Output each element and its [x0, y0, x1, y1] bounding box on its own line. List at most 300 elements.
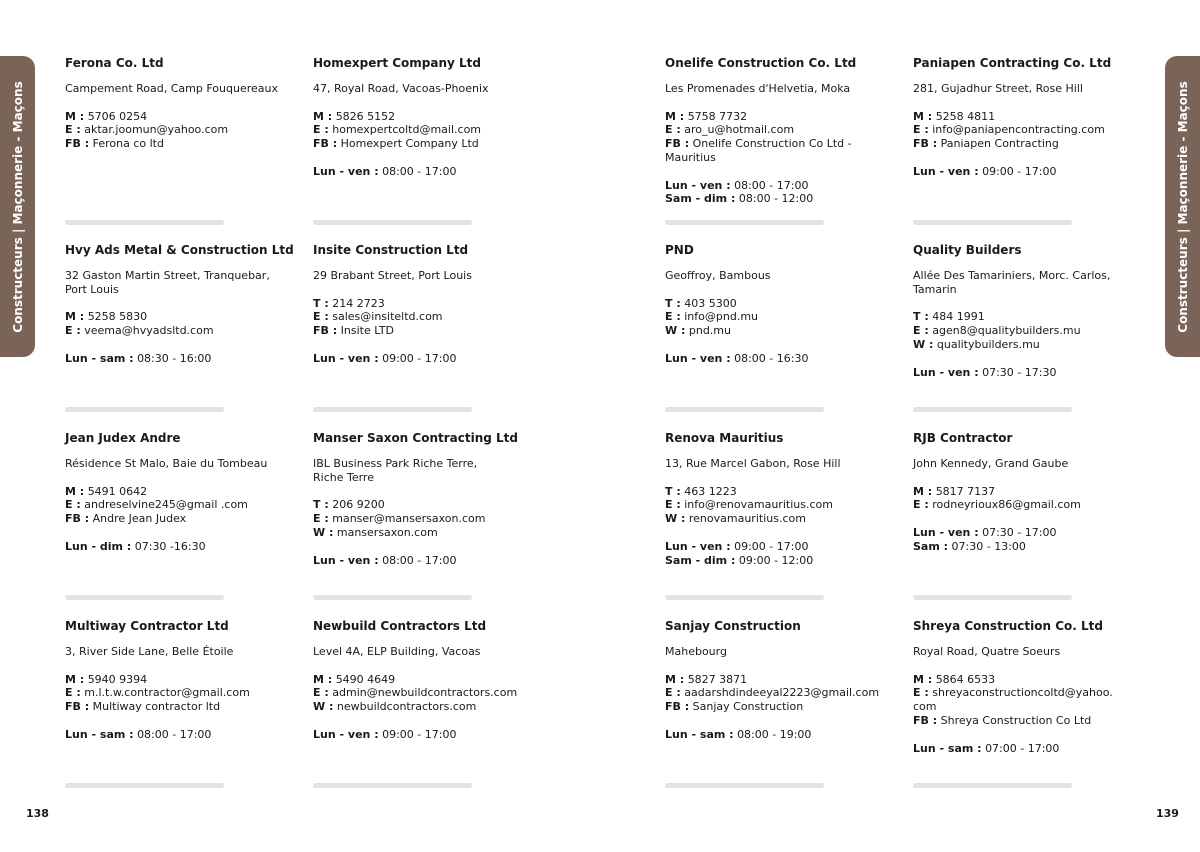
contact-label: M : [65, 310, 85, 324]
business-address [665, 269, 895, 283]
contact-line [313, 512, 543, 526]
business-name: Homexpert Company Ltd [313, 56, 481, 70]
hours-line [913, 742, 1143, 756]
contact-value: 5817 7137 [935, 484, 996, 498]
hours-label: Lun - sam : [65, 727, 134, 741]
address-line: Allée Des Tamariniers, Morc. Carlos, [913, 269, 1111, 282]
contact-line [65, 310, 295, 324]
entry-divider [665, 595, 824, 600]
business-listing [913, 243, 1143, 379]
contact-value: info@renovamauritius.com [684, 498, 833, 512]
contact-line [65, 123, 295, 137]
hours-value: 08:00 - 17:00 [137, 727, 212, 741]
opening-hours [65, 728, 295, 742]
business-listing [313, 243, 543, 366]
contact-details [913, 673, 1143, 728]
contact-label: M : [665, 672, 685, 686]
business-name: Shreya Construction Co. Ltd [913, 619, 1103, 633]
contact-value: Multiway contractor ltd [92, 700, 221, 714]
contact-value: pnd.mu [688, 324, 731, 338]
business-listing [665, 56, 895, 206]
contact-line [665, 137, 895, 151]
contact-line [313, 297, 543, 311]
contact-line [913, 673, 1143, 687]
entry-divider [913, 220, 1072, 225]
opening-hours [65, 540, 295, 554]
contact-line [65, 700, 295, 714]
business-listing [665, 619, 895, 742]
contact-label: W : [913, 337, 934, 351]
contact-line [913, 686, 1143, 700]
contact-label: E : [313, 310, 329, 324]
contact-label: E : [65, 498, 81, 512]
contact-label: FB : [65, 512, 90, 526]
hours-label: Lun - dim : [65, 539, 132, 553]
business-address [313, 645, 543, 659]
business-listing [313, 56, 543, 179]
contact-value: 5758 7732 [687, 109, 748, 123]
contact-line [65, 673, 295, 687]
address-line: Riche Terre [313, 470, 374, 484]
contact-line [665, 512, 895, 526]
contact-label: E : [913, 324, 929, 338]
contact-value: Andre Jean Judex [92, 512, 187, 526]
contact-value: qualitybuilders.mu [936, 337, 1040, 351]
contact-details [313, 297, 543, 338]
page-number-left: 138 [26, 807, 49, 820]
hours-label: Lun - ven : [313, 351, 379, 365]
side-tab-label: Constructeurs | Maçonnerie - Maçons [1175, 80, 1190, 333]
business-listing [913, 431, 1143, 554]
contact-details [65, 485, 295, 526]
entry-divider [65, 595, 224, 600]
contact-label: E : [665, 310, 681, 324]
contact-details [913, 485, 1143, 513]
business-name: Manser Saxon Contracting Ltd [313, 431, 518, 445]
contact-value: com [913, 700, 937, 714]
business-listing [65, 56, 295, 165]
contact-line [313, 700, 543, 714]
contact-line [665, 700, 895, 714]
hours-value: 09:00 - 17:00 [382, 351, 457, 365]
hours-value: 09:00 - 17:00 [734, 539, 809, 553]
contact-line [65, 498, 295, 512]
hours-line [913, 526, 1143, 540]
contact-line [665, 310, 895, 324]
contact-value: andreselvine245@gmail .com [84, 498, 248, 512]
contact-line [665, 686, 895, 700]
contact-label: FB : [913, 713, 938, 727]
contact-value: m.l.t.w.contractor@gmail.com [84, 686, 250, 700]
opening-hours [313, 728, 543, 742]
hours-value: 09:00 - 12:00 [738, 553, 814, 567]
contact-label: E : [913, 686, 929, 700]
hours-line [913, 366, 1143, 380]
contact-value: 5827 3871 [687, 672, 748, 686]
hours-label: Lun - sam : [665, 727, 734, 741]
contact-label: FB : [313, 137, 338, 151]
hours-line [665, 352, 895, 366]
contact-label: M : [65, 484, 85, 498]
business-listing [665, 243, 895, 366]
hours-label: Lun - ven : [665, 351, 731, 365]
business-name: Sanjay Construction [665, 619, 801, 633]
entry-divider [665, 220, 824, 225]
contact-line [913, 714, 1143, 728]
contact-line [65, 137, 295, 151]
contact-line [665, 123, 895, 137]
address-line: 47, Royal Road, Vacoas-Phoenix [313, 82, 489, 95]
contact-line [313, 123, 543, 137]
contact-line [313, 310, 543, 324]
contact-label: E : [65, 123, 81, 137]
contact-line [65, 110, 295, 124]
opening-hours [913, 526, 1143, 554]
contact-value: 214 2723 [332, 296, 385, 310]
contact-line [665, 110, 895, 124]
address-line: 32 Gaston Martin Street, Tranquebar, [65, 269, 270, 282]
entry-divider [313, 595, 472, 600]
hours-label: Sam : [913, 539, 949, 553]
entry-divider [65, 783, 224, 788]
contact-details [913, 310, 1143, 351]
address-line: Port Louis [65, 282, 119, 296]
hours-value: 08:30 - 16:00 [137, 351, 212, 365]
hours-line [313, 554, 543, 568]
contact-line [665, 485, 895, 499]
contact-label: FB : [65, 700, 90, 714]
contact-value: 484 1991 [932, 310, 985, 324]
hours-value: 08:00 - 17:00 [382, 553, 457, 567]
contact-label: FB : [665, 137, 690, 151]
contact-label: E : [313, 512, 329, 526]
contact-value: 5940 9394 [87, 672, 148, 686]
contact-label: E : [913, 123, 929, 137]
opening-hours [65, 352, 295, 366]
contact-details [313, 673, 543, 714]
contact-label: E : [665, 498, 681, 512]
hours-label: Lun - ven : [913, 164, 979, 178]
contact-line [313, 110, 543, 124]
opening-hours [913, 742, 1143, 756]
contact-value: admin@newbuildcontractors.com [332, 686, 518, 700]
business-address [313, 82, 543, 96]
address-line: Campement Road, Camp Fouquereaux [65, 82, 278, 95]
contact-label: T : [665, 484, 681, 498]
contact-details [65, 310, 295, 338]
contact-label: M : [913, 484, 933, 498]
business-name: Newbuild Contractors Ltd [313, 619, 487, 633]
page-number-right: 139 [1156, 807, 1179, 820]
contact-value: sales@insiteltd.com [332, 310, 443, 324]
contact-value: 5258 5830 [87, 310, 148, 324]
contact-line [913, 310, 1143, 324]
business-address [913, 269, 1143, 297]
address-line: John Kennedy, Grand Gaube [913, 457, 1069, 470]
address-line: 3, River Side Lane, Belle Étoile [65, 645, 234, 658]
business-name: Ferona Co. Ltd [65, 56, 164, 70]
contact-line [665, 324, 895, 338]
entry-divider [65, 407, 224, 412]
contact-line [913, 137, 1143, 151]
business-address [313, 457, 543, 485]
contact-value: manser@mansersaxon.com [332, 512, 486, 526]
contact-value: info@pnd.mu [684, 310, 759, 324]
address-line: Royal Road, Quatre Soeurs [913, 645, 1061, 658]
contact-label: W : [665, 324, 686, 338]
entry-divider [913, 783, 1072, 788]
hours-line [65, 352, 295, 366]
address-line: Mahebourg [665, 645, 727, 658]
contact-value: Insite LTD [340, 324, 395, 338]
contact-label: T : [913, 310, 929, 324]
opening-hours [913, 165, 1143, 179]
contact-value: 5490 4649 [335, 672, 396, 686]
contact-line [65, 686, 295, 700]
entry-divider [913, 407, 1072, 412]
address-line: Tamarin [913, 282, 957, 296]
contact-value: Mauritius [665, 150, 716, 164]
hours-label: Lun - ven : [665, 178, 731, 192]
side-tab-right [1165, 56, 1200, 357]
hours-line [313, 352, 543, 366]
hours-value: 07:30 - 13:00 [951, 539, 1026, 553]
hours-line [665, 179, 895, 193]
business-name: Onelife Construction Co. Ltd [665, 56, 857, 70]
contact-label: E : [313, 686, 329, 700]
contact-label: M : [313, 672, 333, 686]
business-name: PND [665, 243, 694, 257]
contact-line [65, 324, 295, 338]
contact-label: FB : [65, 137, 90, 151]
hours-line [665, 192, 895, 206]
hours-line [913, 165, 1143, 179]
opening-hours [313, 554, 543, 568]
contact-line [665, 297, 895, 311]
contact-value: 5864 6533 [935, 672, 996, 686]
opening-hours [665, 540, 895, 568]
contact-value: Paniapen Contracting [940, 137, 1059, 151]
contact-details [313, 110, 543, 151]
contact-value: 5826 5152 [335, 109, 396, 123]
contact-line [913, 485, 1143, 499]
contact-label: FB : [313, 324, 338, 338]
entry-divider [313, 783, 472, 788]
contact-value: 206 9200 [332, 498, 385, 512]
contact-label: E : [65, 324, 81, 338]
contact-label: T : [665, 296, 681, 310]
contact-line [913, 324, 1143, 338]
contact-line [313, 498, 543, 512]
hours-value: 08:00 - 17:00 [734, 178, 809, 192]
hours-value: 08:00 - 12:00 [738, 192, 814, 206]
contact-details [665, 297, 895, 338]
contact-line [665, 151, 895, 165]
hours-value: 07:30 - 17:00 [982, 525, 1057, 539]
contact-value: renovamauritius.com [688, 512, 806, 526]
opening-hours [913, 366, 1143, 380]
hours-line [913, 540, 1143, 554]
contact-line [913, 110, 1143, 124]
business-listing [665, 431, 895, 567]
contact-line [313, 137, 543, 151]
contact-line [913, 123, 1143, 137]
contact-details [65, 673, 295, 714]
business-listing [65, 619, 295, 742]
business-address [665, 457, 895, 471]
hours-label: Lun - ven : [313, 727, 379, 741]
opening-hours [665, 728, 895, 742]
contact-value: 5258 4811 [935, 109, 996, 123]
hours-value: 09:00 - 17:00 [982, 164, 1057, 178]
contact-label: M : [65, 672, 85, 686]
contact-label: E : [313, 123, 329, 137]
hours-value: 08:00 - 17:00 [382, 164, 457, 178]
contact-details [913, 110, 1143, 151]
contact-line [313, 526, 543, 540]
contact-line [913, 498, 1143, 512]
contact-label: M : [913, 672, 933, 686]
business-address [65, 645, 295, 659]
contact-value: Homexpert Company Ltd [340, 137, 479, 151]
opening-hours [313, 165, 543, 179]
contact-line [65, 512, 295, 526]
business-listing [313, 619, 543, 742]
hours-value: 07:30 - 17:30 [982, 365, 1057, 379]
hours-label: Lun - ven : [665, 539, 731, 553]
address-line: Geoffroy, Bambous [665, 269, 771, 282]
contact-line [665, 673, 895, 687]
business-listing [65, 243, 295, 366]
address-line: 13, Rue Marcel Gabon, Rose Hill [665, 457, 841, 470]
hours-label: Lun - ven : [913, 365, 979, 379]
entry-divider [313, 407, 472, 412]
contact-value: aadarshdindeeyal2223@gmail.com [684, 686, 880, 700]
contact-value: 5491 0642 [87, 484, 148, 498]
opening-hours [313, 352, 543, 366]
hours-label: Lun - ven : [913, 525, 979, 539]
contact-label: E : [665, 686, 681, 700]
business-listing [913, 619, 1143, 755]
entry-divider [913, 595, 1072, 600]
hours-line [665, 728, 895, 742]
contact-value: newbuildcontractors.com [336, 700, 477, 714]
contact-label: W : [313, 525, 334, 539]
contact-label: FB : [665, 700, 690, 714]
contact-line [913, 338, 1143, 352]
entry-divider [65, 220, 224, 225]
contact-label: E : [665, 123, 681, 137]
contact-value: veema@hvyadsltd.com [84, 324, 214, 338]
contact-value: 463 1223 [684, 484, 737, 498]
contact-line [313, 686, 543, 700]
entry-divider [313, 220, 472, 225]
business-listing [913, 56, 1143, 179]
contact-value: 403 5300 [684, 296, 737, 310]
business-name: Jean Judex Andre [65, 431, 181, 445]
address-line: 281, Gujadhur Street, Rose Hill [913, 82, 1083, 95]
contact-line [65, 485, 295, 499]
contact-value: homexpertcoltd@mail.com [332, 123, 482, 137]
contact-label: T : [313, 498, 329, 512]
hours-line [665, 540, 895, 554]
address-line: IBL Business Park Riche Terre, [313, 457, 478, 470]
opening-hours [665, 179, 895, 207]
contact-value: agen8@qualitybuilders.mu [932, 324, 1081, 338]
business-address [65, 269, 295, 297]
contact-value: info@paniapencontracting.com [932, 123, 1105, 137]
contact-label: M : [65, 109, 85, 123]
hours-value: 08:00 - 16:30 [734, 351, 809, 365]
hours-label: Sam - dim : [665, 553, 736, 567]
contact-label: W : [665, 512, 686, 526]
hours-label: Lun - sam : [65, 351, 134, 365]
hours-value: 07:00 - 17:00 [985, 741, 1060, 755]
hours-line [313, 728, 543, 742]
contact-label: T : [313, 296, 329, 310]
business-address [913, 457, 1143, 471]
business-name: Renova Mauritius [665, 431, 784, 445]
hours-line [65, 540, 295, 554]
contact-value: aro_u@hotmail.com [684, 123, 795, 137]
business-address [65, 82, 295, 96]
opening-hours [665, 352, 895, 366]
contact-label: M : [913, 109, 933, 123]
side-tab-left [0, 56, 35, 357]
business-name: Paniapen Contracting Co. Ltd [913, 56, 1112, 70]
business-address [313, 269, 543, 283]
business-name: Quality Builders [913, 243, 1022, 257]
hours-line [665, 554, 895, 568]
address-line: Les Promenades d'Helvetia, Moka [665, 82, 851, 95]
business-address [665, 645, 895, 659]
contact-details [665, 485, 895, 526]
contact-value: shreyaconstructioncoltd@yahoo. [932, 686, 1113, 700]
contact-details [665, 673, 895, 714]
contact-value: Ferona co ltd [92, 137, 164, 151]
contact-label: FB : [913, 137, 938, 151]
contact-label: M : [313, 109, 333, 123]
business-name: Hvy Ads Metal & Construction Ltd [65, 243, 294, 257]
contact-value: 5706 0254 [87, 109, 148, 123]
contact-line [913, 700, 1143, 714]
entry-divider [665, 783, 824, 788]
contact-label: M : [665, 109, 685, 123]
contact-label: E : [913, 498, 929, 512]
contact-value: rodneyrioux86@gmail.com [932, 498, 1081, 512]
business-address [913, 645, 1143, 659]
contact-line [313, 673, 543, 687]
hours-label: Lun - ven : [313, 553, 379, 567]
address-line: 29 Brabant Street, Port Louis [313, 269, 472, 282]
contact-value: mansersaxon.com [336, 525, 438, 539]
hours-label: Lun - ven : [313, 164, 379, 178]
address-line: Level 4A, ELP Building, Vacoas [313, 645, 481, 658]
contact-label: W : [313, 700, 334, 714]
contact-value: Sanjay Construction [692, 700, 804, 714]
hours-label: Lun - sam : [913, 741, 982, 755]
contact-details [65, 110, 295, 151]
contact-details [665, 110, 895, 165]
business-name: Insite Construction Ltd [313, 243, 469, 257]
hours-value: 07:30 -16:30 [134, 539, 206, 553]
address-line: Résidence St Malo, Baie du Tombeau [65, 457, 268, 470]
contact-value: Shreya Construction Co Ltd [940, 713, 1092, 727]
side-tab-label: Constructeurs | Maçonnerie - Maçons [10, 80, 25, 333]
business-name: Multiway Contractor Ltd [65, 619, 229, 633]
contact-line [665, 498, 895, 512]
contact-line [313, 324, 543, 338]
